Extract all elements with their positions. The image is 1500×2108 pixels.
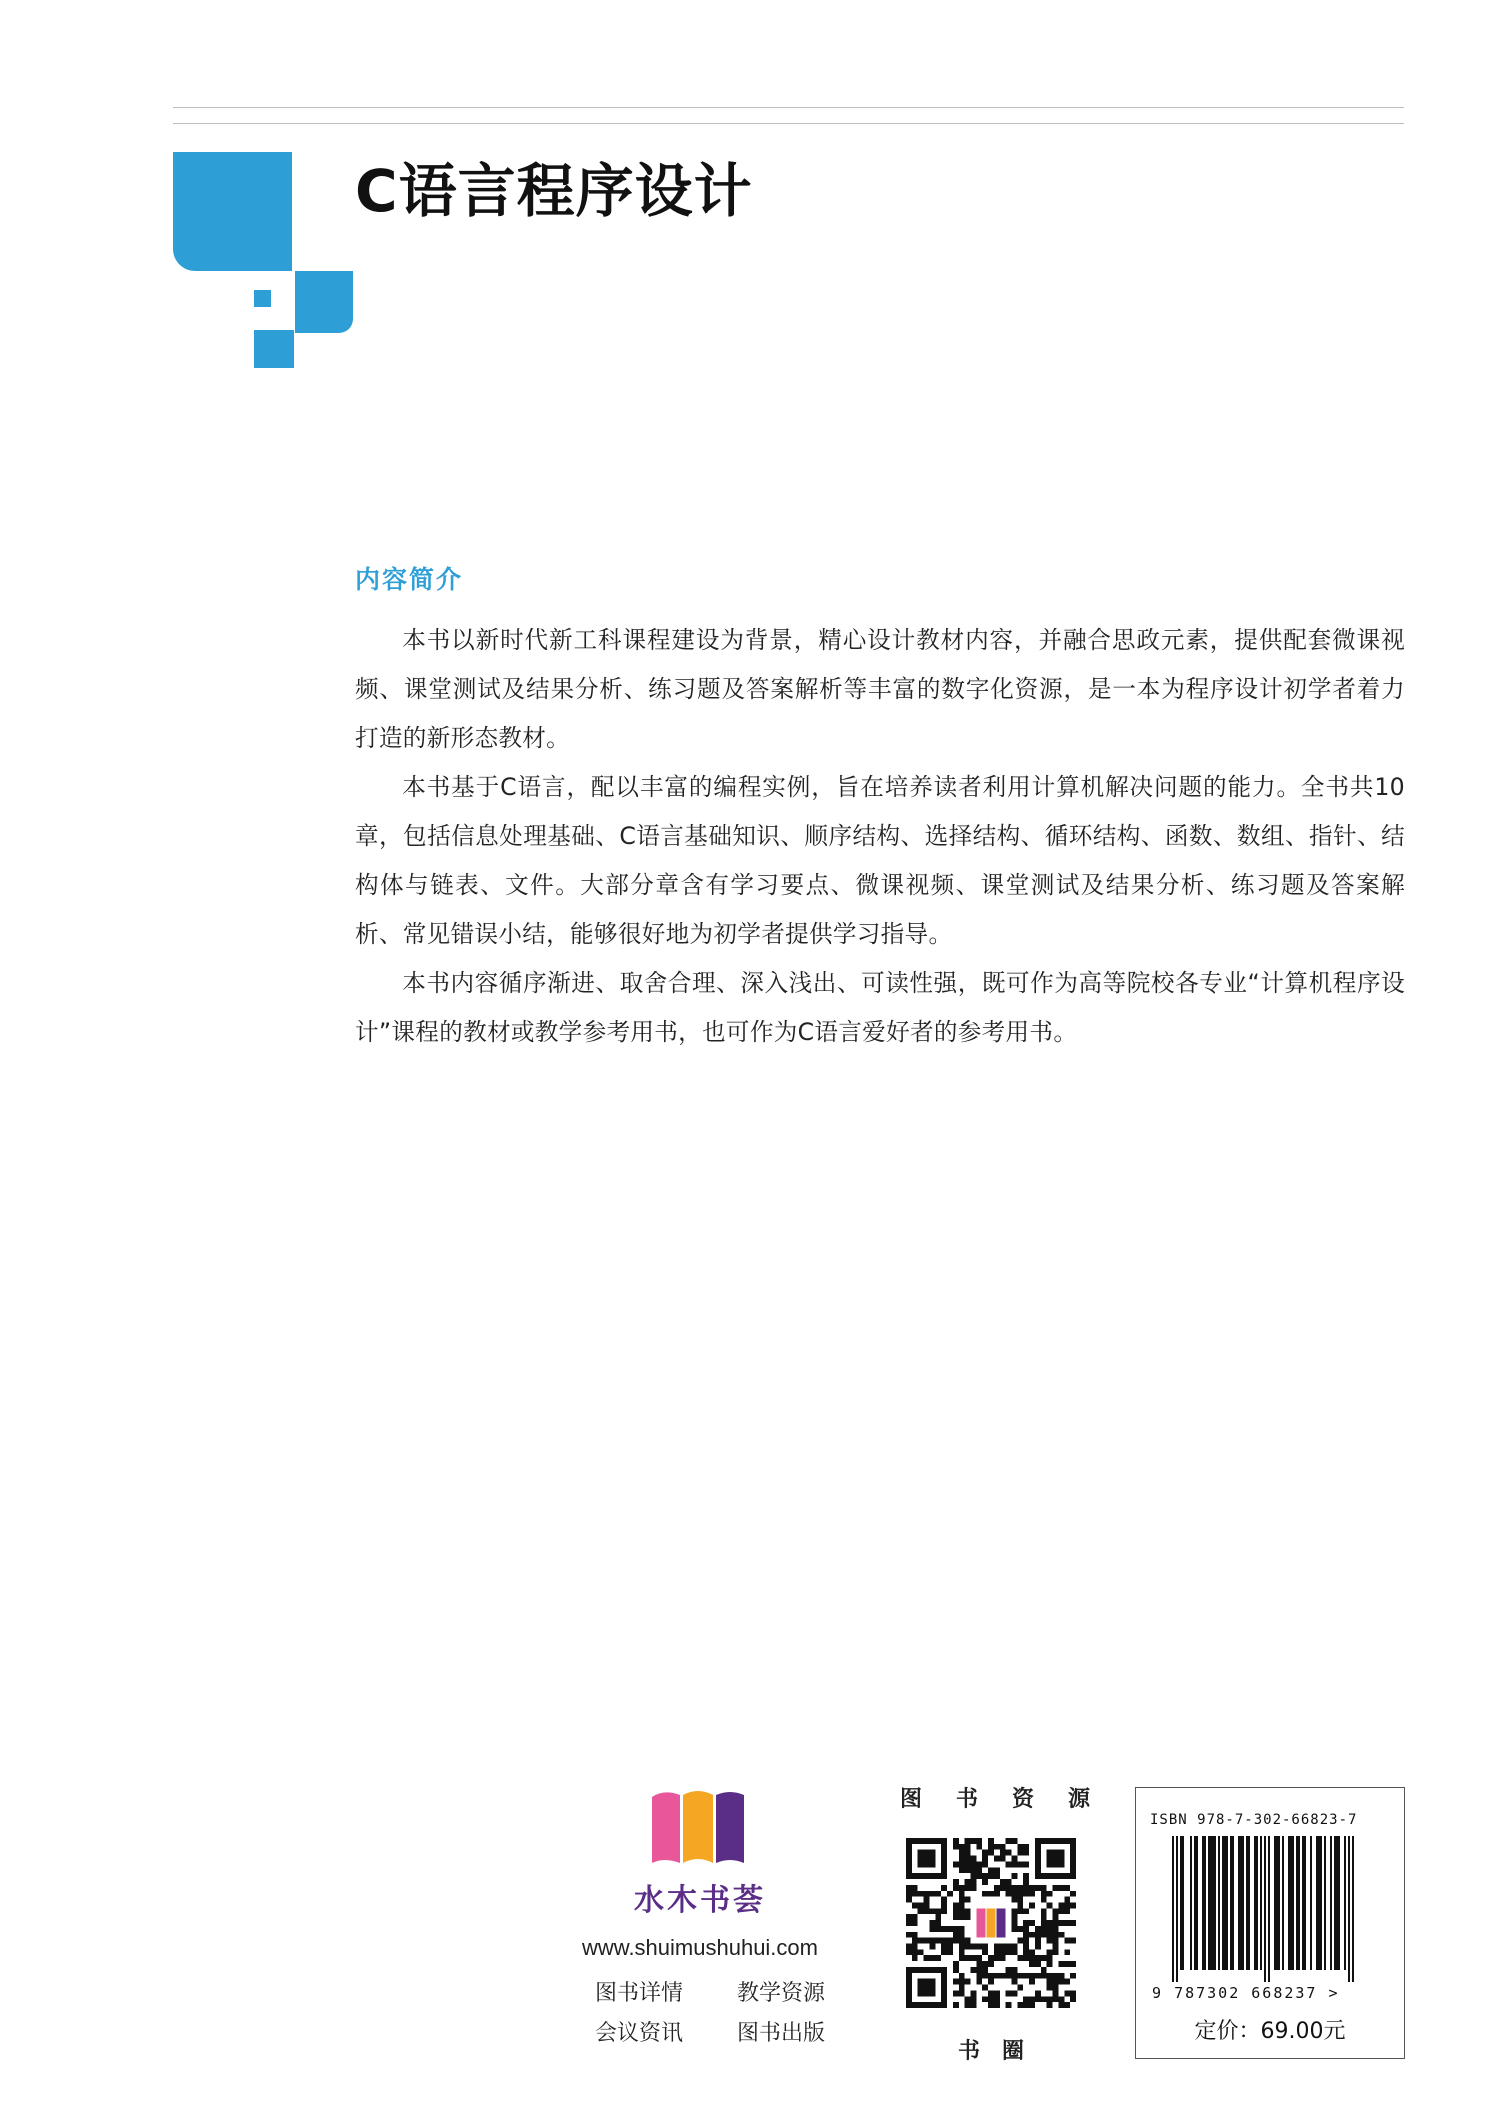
decor-square-small [254,290,271,307]
qr-title-char: 书 [955,1787,978,1812]
summary-body [355,616,1405,1057]
summary-paragraph: 本书内容循序渐进、取舍合理、深入浅出、可读性强，既可作为高等院校各专业“计算机程序设计”课程的教材或教学参考用书，也可作为C语言爱好者的参考用书。 [355,969,1405,1046]
link-teaching-resources[interactable]: 教学资源 [736,1981,825,2006]
isbn-digit-tail: > [1328,1984,1340,2002]
isbn-label: ISBN 978-7-302-66823-7 [1150,1812,1358,1828]
qr-title-char: 资 [1011,1787,1034,1812]
qr-title [900,1782,1090,1813]
summary-paragraph: 本书以新时代新工科课程建设为背景，精心设计教材内容，并融合思政元素，提供配套微课视频、课堂测试及结果分析、练习题及答案解析等丰富的数字化资源，是一本为程序设计初学者着力打造的新形态教材。 [355,626,1405,752]
top-rule-secondary [173,123,1404,124]
qr-caption [958,2034,1024,2065]
qr-title-char: 图 [900,1787,923,1812]
barcode-icon [1154,1836,1388,1982]
isbn-digit-group: 668237 [1251,1984,1318,2002]
decor-square-medium [295,271,353,333]
link-book-publishing[interactable]: 图书出版 [736,2021,825,2046]
isbn-digit-group: 787302 [1174,1984,1241,2002]
book-title: C语言程序设计 [355,157,753,225]
top-rule [173,107,1404,108]
isbn-digit-lead: 9 [1152,1984,1164,2002]
qr-code-icon[interactable] [906,1838,1076,2008]
qr-caption-char: 书 [958,2039,981,2064]
publisher-logo-icon [650,1785,746,1865]
publisher-brand: 水木书荟 [634,1883,766,1918]
qr-title-char: 源 [1067,1787,1090,1812]
decor-square-bottom [254,330,294,368]
publisher-links-row [595,2016,825,2047]
link-conference-news[interactable]: 会议资讯 [595,2021,684,2046]
qr-caption-char: 圈 [1001,2039,1024,2064]
summary-heading: 内容简介 [355,565,464,594]
isbn-digits [1152,1984,1340,2002]
decor-square-large [173,152,292,271]
price: 定价：69.00元 [1194,2019,1346,2044]
link-book-details[interactable]: 图书详情 [595,1981,684,2006]
publisher-website[interactable]: www.shuimushuhui.com [582,1935,818,1960]
barcode-box [1135,1787,1405,2059]
summary-paragraph: 本书基于C语言，配以丰富的编程实例，旨在培养读者利用计算机解决问题的能力。全书共10章，包括信息处理基础、C语言基础知识、顺序结构、选择结构、循环结构、函数、数组、指针、结构体与链表、文件。大部分章含有学习要点、微课视频、课堂测试及结果分析、练习题及答案解析、常见错误小结，能够很好地为初学者提供学习指导。 [355,773,1405,948]
publisher-links-row [595,1976,825,2007]
